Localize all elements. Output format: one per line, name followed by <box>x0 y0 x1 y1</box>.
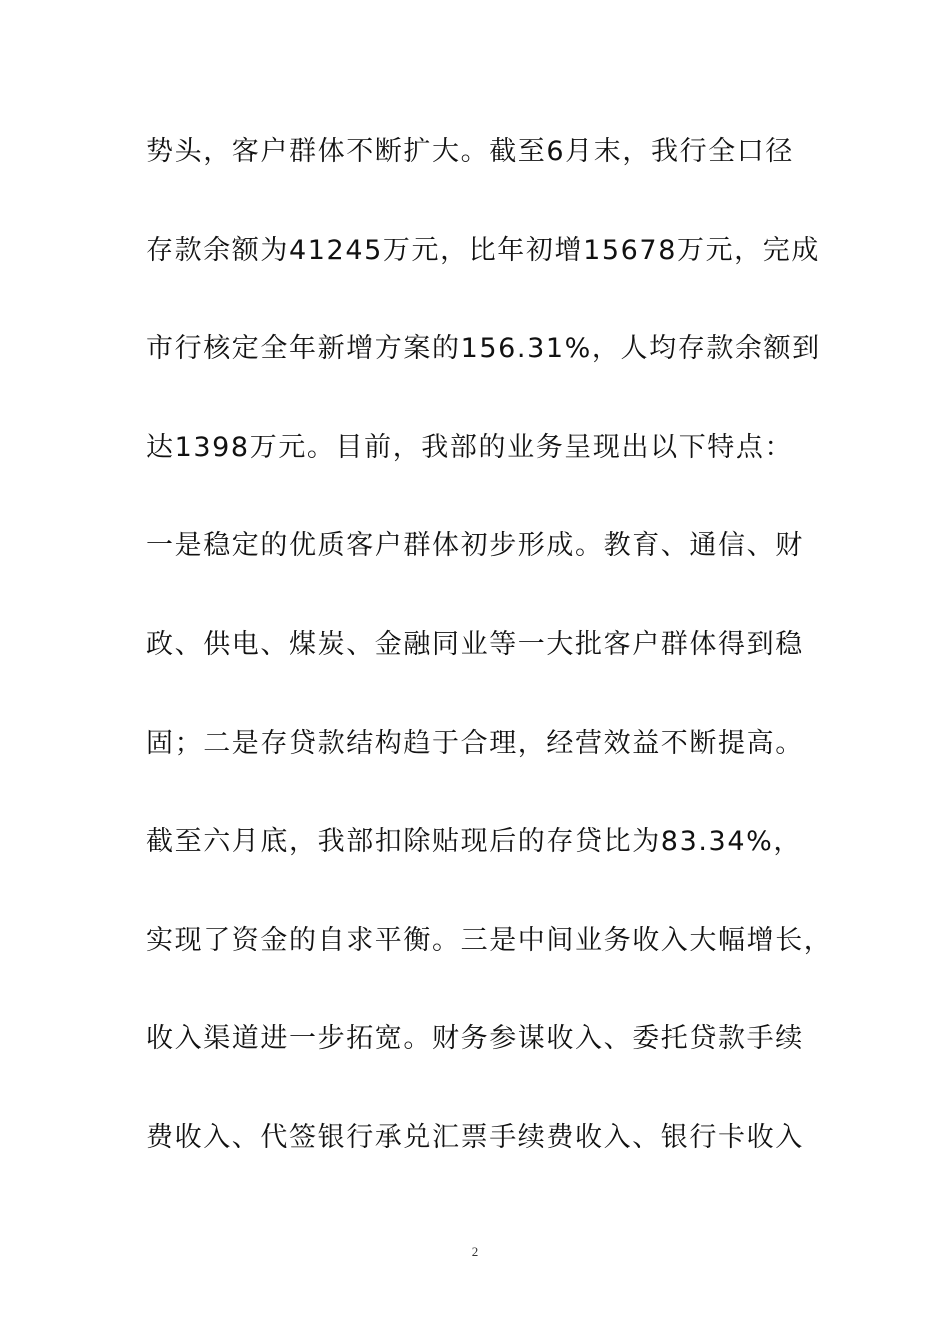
text-line: 固；二是存贷款结构趋于合理，经营效益不断提高。 <box>146 727 804 759</box>
page-number: 2 <box>471 1244 479 1259</box>
text-line: 政、供电、煤炭、金融同业等一大批客户群体得到稳 <box>146 628 804 660</box>
text-line: 实现了资金的自求平衡。三是中间业务收入大幅增长， <box>146 924 833 956</box>
body-text <box>146 126 846 1211</box>
text-line: 势头，客户群体不断扩大。截至6月末，我行全口径 <box>146 136 794 167</box>
text-line: 截至六月底，我部扣除贴现后的存贷比为83.34%， <box>146 826 802 858</box>
text-line: 市行核定全年新增方案的156.31%，人均存款余额到 <box>146 333 821 365</box>
text-line: 一是稳定的优质客户群体初步形成。教育、通信、财 <box>146 530 804 562</box>
text-line: 达1398万元。目前，我部的业务呈现出以下特点： <box>146 431 794 463</box>
text-line: 收入渠道进一步拓宽。财务参谋收入、委托贷款手续 <box>146 1023 804 1055</box>
text-line: 存款余额为41245万元，比年初增15678万元，完成 <box>146 234 820 266</box>
text-line: 费收入、代签银行承兑汇票手续费收入、银行卡收入 <box>146 1121 804 1153</box>
